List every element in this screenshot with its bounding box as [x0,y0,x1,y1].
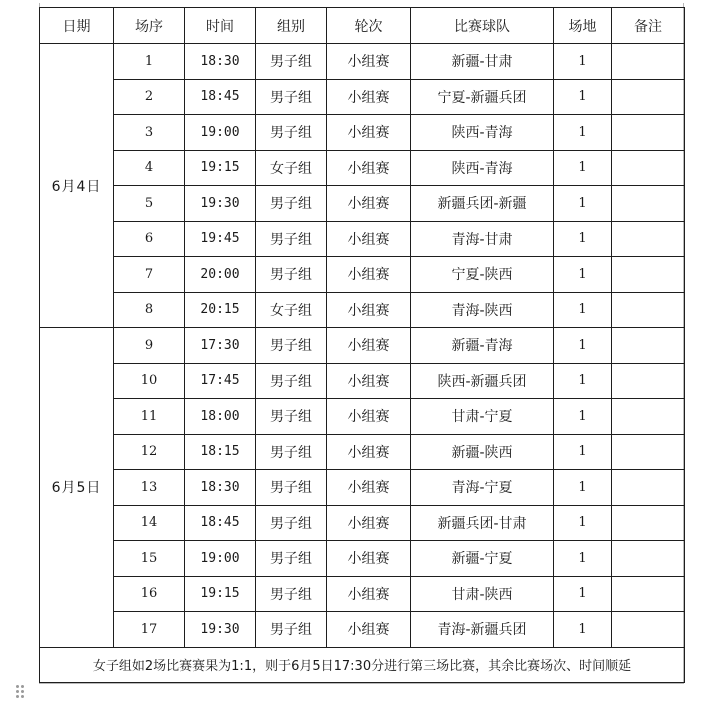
cell-venue: 1 [554,292,612,328]
table-row [40,257,685,293]
cell-match-no: 6 [114,221,185,257]
cell-match-no: 7 [114,257,185,293]
cell-round: 小组赛 [327,79,411,115]
cell-time: 19:30 [185,612,256,648]
drag-handle-icon[interactable] [16,685,26,701]
table-row [40,434,685,470]
cell-venue: 1 [554,186,612,222]
cell-group: 男子组 [256,328,327,364]
cell-match-no: 16 [114,576,185,612]
cell-group: 男子组 [256,399,327,435]
cell-remark [612,576,685,612]
cell-round: 小组赛 [327,434,411,470]
cell-teams: 新疆兵团-甘肃 [411,505,554,541]
cell-time: 20:00 [185,257,256,293]
cell-remark [612,257,685,293]
cell-round: 小组赛 [327,257,411,293]
cell-match-no: 8 [114,292,185,328]
table-row [40,186,685,222]
cell-teams: 陕西-青海 [411,150,554,186]
cell-round: 小组赛 [327,541,411,577]
cell-time: 18:30 [185,470,256,506]
cell-group: 男子组 [256,470,327,506]
cell-time: 19:15 [185,150,256,186]
table-row [40,221,685,257]
cell-venue: 1 [554,257,612,293]
cell-match-no: 13 [114,470,185,506]
cell-venue: 1 [554,328,612,364]
table-row [40,328,685,364]
table-row [40,505,685,541]
cell-round: 小组赛 [327,44,411,80]
cell-teams: 甘肃-陕西 [411,576,554,612]
table-row [40,363,685,399]
table-row [40,470,685,506]
table-row [40,115,685,151]
header-group: 组别 [256,8,327,44]
cell-remark [612,186,685,222]
cell-match-no: 15 [114,541,185,577]
cell-venue: 1 [554,221,612,257]
schedule-table [39,7,685,683]
cell-teams: 甘肃-宁夏 [411,399,554,435]
cell-match-no: 9 [114,328,185,364]
cell-time: 19:00 [185,115,256,151]
cell-remark [612,470,685,506]
cell-group: 男子组 [256,434,327,470]
cell-teams: 新疆-甘肃 [411,44,554,80]
cell-group: 男子组 [256,115,327,151]
cell-time: 19:30 [185,186,256,222]
cell-round: 小组赛 [327,576,411,612]
cell-round: 小组赛 [327,505,411,541]
cell-venue: 1 [554,363,612,399]
cell-group: 男子组 [256,363,327,399]
cell-date: 6月5日 [40,328,114,648]
cell-teams: 陕西-青海 [411,115,554,151]
header-time: 时间 [185,8,256,44]
cell-teams: 宁夏-陕西 [411,257,554,293]
table-row [40,612,685,648]
cell-time: 18:00 [185,399,256,435]
cell-group: 女子组 [256,292,327,328]
cell-remark [612,399,685,435]
cell-group: 男子组 [256,505,327,541]
cell-teams: 青海-宁夏 [411,470,554,506]
header-remark: 备注 [612,8,685,44]
cell-group: 男子组 [256,257,327,293]
cell-time: 17:45 [185,363,256,399]
header-match-no: 场序 [114,8,185,44]
table-row [40,399,685,435]
cell-teams: 宁夏-新疆兵团 [411,79,554,115]
cell-match-no: 12 [114,434,185,470]
cell-venue: 1 [554,576,612,612]
cell-remark [612,505,685,541]
cell-match-no: 11 [114,399,185,435]
cell-time: 18:45 [185,505,256,541]
cell-match-no: 2 [114,79,185,115]
cell-match-no: 10 [114,363,185,399]
cell-group: 男子组 [256,79,327,115]
cell-date: 6月4日 [40,44,114,328]
cell-time: 18:45 [185,79,256,115]
cell-match-no: 4 [114,150,185,186]
table-row [40,79,685,115]
cell-remark [612,363,685,399]
cell-venue: 1 [554,44,612,80]
cell-venue: 1 [554,434,612,470]
cell-remark [612,292,685,328]
table-row [40,292,685,328]
header-row [40,8,685,44]
cell-teams: 新疆-宁夏 [411,541,554,577]
cell-venue: 1 [554,115,612,151]
cell-round: 小组赛 [327,115,411,151]
cell-remark [612,541,685,577]
cell-group: 男子组 [256,576,327,612]
cell-group: 男子组 [256,221,327,257]
cell-remark [612,434,685,470]
cell-teams: 青海-新疆兵团 [411,612,554,648]
cell-remark [612,150,685,186]
cell-round: 小组赛 [327,292,411,328]
table-row [40,541,685,577]
cell-round: 小组赛 [327,328,411,364]
cell-remark [612,612,685,648]
cell-venue: 1 [554,541,612,577]
cell-round: 小组赛 [327,470,411,506]
cell-time: 20:15 [185,292,256,328]
cell-remark [612,221,685,257]
header-teams: 比赛球队 [411,8,554,44]
note-row [40,647,685,683]
cell-time: 18:30 [185,44,256,80]
cell-group: 女子组 [256,150,327,186]
cell-venue: 1 [554,470,612,506]
schedule-body [40,44,685,648]
cell-match-no: 14 [114,505,185,541]
cell-round: 小组赛 [327,612,411,648]
table-row [40,576,685,612]
cell-match-no: 1 [114,44,185,80]
cell-time: 19:00 [185,541,256,577]
cell-time: 18:15 [185,434,256,470]
cell-match-no: 5 [114,186,185,222]
cell-round: 小组赛 [327,399,411,435]
cell-group: 男子组 [256,612,327,648]
cell-remark [612,115,685,151]
cell-round: 小组赛 [327,186,411,222]
cell-round: 小组赛 [327,363,411,399]
cell-group: 男子组 [256,186,327,222]
cell-group: 男子组 [256,541,327,577]
cell-venue: 1 [554,505,612,541]
footnote: 女子组如2场比赛赛果为1:1，则于6月5日17:30分进行第三场比赛，其余比赛场次、时间顺延 [40,647,685,683]
header-venue: 场地 [554,8,612,44]
cell-venue: 1 [554,612,612,648]
table-row [40,44,685,80]
cell-time: 17:30 [185,328,256,364]
cell-venue: 1 [554,150,612,186]
cell-remark [612,328,685,364]
cell-teams: 新疆兵团-新疆 [411,186,554,222]
cell-teams: 青海-甘肃 [411,221,554,257]
cell-group: 男子组 [256,44,327,80]
cell-venue: 1 [554,399,612,435]
table-row [40,150,685,186]
cell-round: 小组赛 [327,150,411,186]
cell-time: 19:15 [185,576,256,612]
cell-match-no: 3 [114,115,185,151]
cell-time: 19:45 [185,221,256,257]
cell-venue: 1 [554,79,612,115]
cell-remark [612,79,685,115]
header-round: 轮次 [327,8,411,44]
cell-round: 小组赛 [327,221,411,257]
cell-remark [612,44,685,80]
cell-teams: 青海-陕西 [411,292,554,328]
cell-match-no: 17 [114,612,185,648]
cell-teams: 陕西-新疆兵团 [411,363,554,399]
cell-teams: 新疆-陕西 [411,434,554,470]
cell-teams: 新疆-青海 [411,328,554,364]
header-date: 日期 [40,8,114,44]
